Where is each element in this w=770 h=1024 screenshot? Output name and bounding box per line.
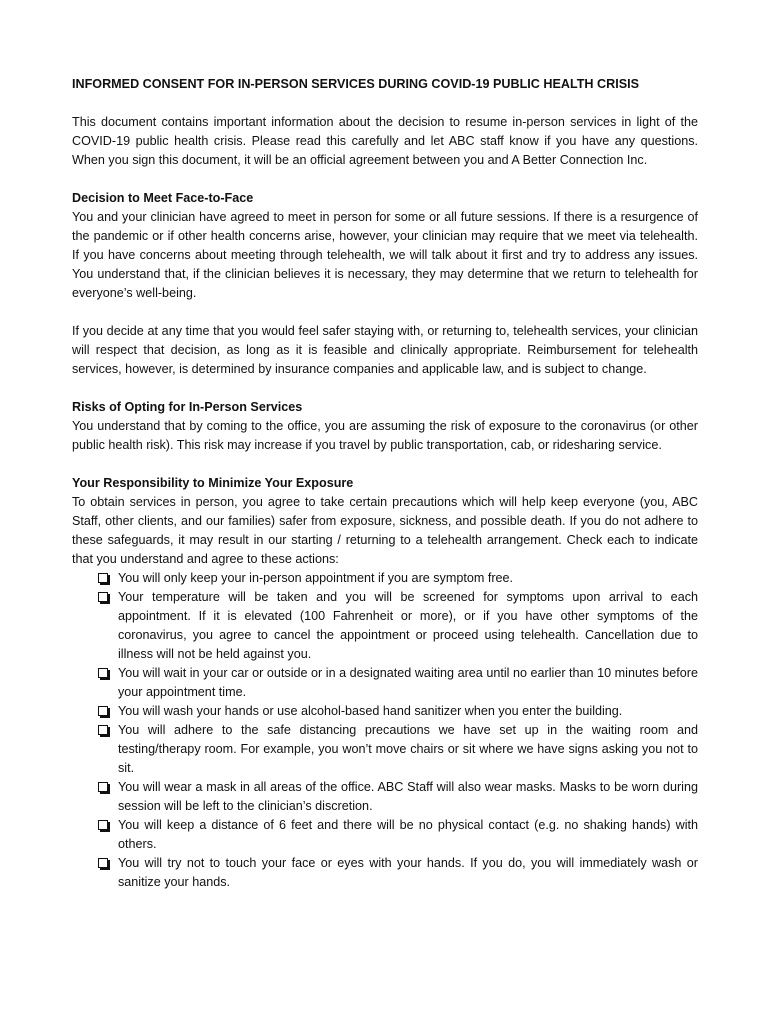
document-title: INFORMED CONSENT FOR IN-PERSON SERVICES DURING COVID-19 PUBLIC HEALTH CRISIS bbox=[72, 77, 640, 91]
checklist-item bbox=[98, 778, 698, 816]
checkbox-icon[interactable] bbox=[98, 592, 108, 602]
document-page bbox=[72, 75, 698, 892]
section-paragraph: You and your clinician have agreed to meet in person for some or all future sessions. If there is a resurgence of the pandemic or if other health concerns arise, however, your clinician may require that we meet via telehealth. If you have concerns about meeting through telehealth, we will talk about it first and try to address any issues. You understand that, if the clinician believes it is necessary, they may determine that we return to telehealth for everyone’s well-being. bbox=[72, 210, 698, 300]
checklist-item-text: Your temperature will be taken and you will be screened for symptoms upon arrival to each appointment. If it is elevated (100 Fahrenheit or more), or if you have other symptoms of the coronavirus, you agree to cancel the appointment or proceed using telehealth. Cancellation due to illness will not be held against you. bbox=[118, 590, 698, 661]
section-paragraph: You understand that by coming to the office, you are assuming the risk of exposure to the coronavirus (or other public health risk). This risk may increase if you travel by public transportation, cab, or ridesharing service. bbox=[72, 419, 698, 452]
checklist-item-text: You will keep a distance of 6 feet and there will be no physical contact (e.g. no shaking hands) with others. bbox=[118, 818, 698, 851]
checklist-item bbox=[98, 854, 698, 892]
checklist-item bbox=[98, 702, 698, 721]
checklist-item bbox=[98, 588, 698, 664]
section-face-to-face bbox=[72, 189, 698, 379]
checkbox-icon[interactable] bbox=[98, 782, 108, 792]
checkbox-icon[interactable] bbox=[98, 668, 108, 678]
checkbox-icon[interactable] bbox=[98, 706, 108, 716]
section-paragraph: To obtain services in person, you agree to take certain precautions which will help keep everyone (you, ABC Staff, other clients, and our families) safer from exposure, sickness, and possible death. If you do not adhere to these safeguards, it may result in our starting / returning to a telehealth arrangement. Check each to indicate that you understand and agree to these actions: bbox=[72, 495, 698, 566]
checklist-item bbox=[98, 816, 698, 854]
intro-paragraph: This document contains important information about the decision to resume in-person services in light of the COVID-19 public health crisis. Please read this carefully and let ABC staff know if you have any questions. When you sign this document, it will be an official agreement between you and A Better Connection Inc. bbox=[72, 115, 698, 167]
checklist-item-text: You will try not to touch your face or eyes with your hands. If you do, you will immediately wash or sanitize your hands. bbox=[118, 856, 698, 889]
checklist-item-text: You will wait in your car or outside or in a designated waiting area until no earlier than 10 minutes before your appointment time. bbox=[118, 666, 698, 699]
section-heading: Risks of Opting for In-Person Services bbox=[72, 400, 303, 414]
section-responsibility bbox=[72, 474, 698, 892]
section-risks bbox=[72, 398, 698, 455]
checklist-item-text: You will wear a mask in all areas of the office. ABC Staff will also wear masks. Masks to be worn during session will be left to the clinician’s discretion. bbox=[118, 780, 698, 813]
section-heading: Decision to Meet Face-to-Face bbox=[72, 191, 254, 205]
checkbox-icon[interactable] bbox=[98, 858, 108, 868]
section-heading: Your Responsibility to Minimize Your Exposure bbox=[72, 476, 354, 490]
checklist-item bbox=[98, 721, 698, 778]
checkbox-icon[interactable] bbox=[98, 820, 108, 830]
precautions-checklist bbox=[72, 569, 698, 892]
section-paragraph: If you decide at any time that you would feel safer staying with, or returning to, telehealth services, your clinician will respect that decision, as long as it is feasible and clinically appropriate. Reimbursement for telehealth services, however, is determined by insurance companies and applicable law, and is subject to change. bbox=[72, 324, 698, 376]
checklist-item-text: You will only keep your in-person appointment if you are symptom free. bbox=[118, 571, 514, 585]
checkbox-icon[interactable] bbox=[98, 573, 108, 583]
checklist-item-text: You will adhere to the safe distancing precautions we have set up in the waiting room and testing/therapy room. For example, you won’t move chairs or sit where we have signs asking you not to sit. bbox=[118, 723, 698, 775]
checklist-item-text: You will wash your hands or use alcohol-based hand sanitizer when you enter the building. bbox=[118, 704, 623, 718]
checklist-item bbox=[98, 569, 698, 588]
checklist-item bbox=[98, 664, 698, 702]
checkbox-icon[interactable] bbox=[98, 725, 108, 735]
